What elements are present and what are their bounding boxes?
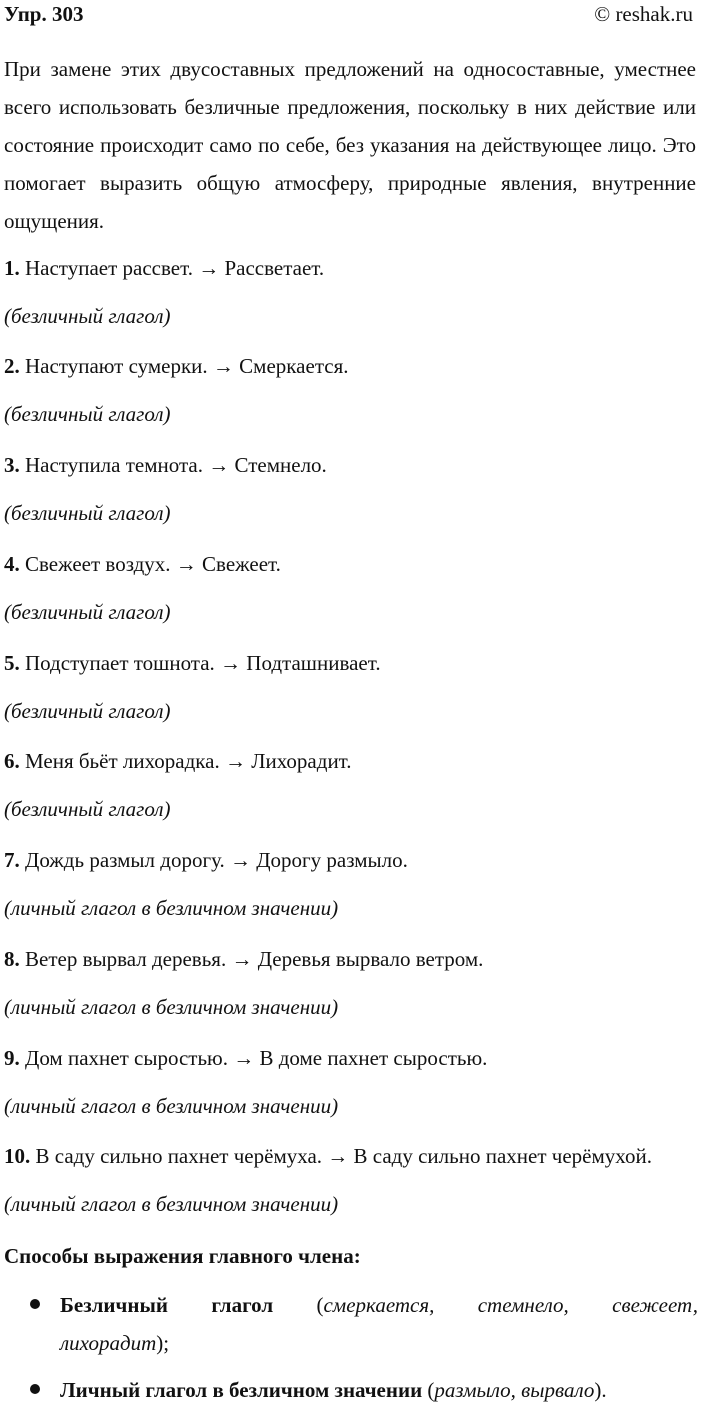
item-note: (безличный глагол) [4,402,171,426]
item-number: 8. [4,947,20,971]
paren: ). [594,1378,607,1402]
method-example: стемнело, [477,1293,569,1317]
methods-colon: : [353,1244,361,1268]
bullet-icon [30,1384,40,1394]
paren: ( [422,1378,435,1402]
item-note: (безличный глагол) [4,304,171,328]
item-number: 7. [4,848,20,872]
item-note: (личный глагол в безличном значении) [4,896,339,920]
item-text: Свежеет воздух. → Свежеет. [25,552,281,576]
bullet-icon [30,1299,40,1309]
methods-title: Способы выражения главного члена [4,1244,354,1268]
item-text: Меня бьёт лихорадка. → Лихорадит. [25,749,352,773]
method-item-1 [60,1286,698,1362]
list-item [4,749,352,774]
paren: ( [316,1293,324,1317]
item-note: (безличный глагол) [4,699,171,723]
item-text: Наступает рассвет. → Рассветает. [25,256,325,280]
list-item [4,256,324,281]
item-number: 2. [4,354,20,378]
list-item [4,848,408,873]
methods-heading [4,1244,361,1269]
list-item [4,947,483,972]
list-item [4,354,348,379]
method-example: свежеет, [612,1293,698,1317]
list-item [4,552,281,577]
item-text: Дождь размыл дорогу. → Дорогу размыло. [25,848,408,872]
list-item [4,1144,652,1169]
item-text: Наступают сумерки. → Смеркается. [25,354,349,378]
method-item-2 [60,1371,698,1409]
item-note: (личный глагол в безличном значении) [4,1094,339,1118]
item-note: (безличный глагол) [4,501,171,525]
header [4,2,693,28]
method-term: Безличный [60,1293,168,1317]
item-note: (безличный глагол) [4,600,171,624]
item-text: Подступает тошнота. → Подташнивает. [25,651,381,675]
item-number: 3. [4,453,20,477]
method-example: размыло, вырвало [434,1378,595,1402]
exercise-title: Упр. 303 [4,2,84,26]
item-note: (безличный глагол) [4,797,171,821]
item-note: (личный глагол в безличном значении) [4,995,339,1019]
item-number: 1. [4,256,20,280]
item-text: Ветер вырвал деревья. → Деревья вырвало ветром. [25,947,484,971]
method-term: глагол [211,1293,274,1317]
site-credit: © reshak.ru [594,2,693,26]
list-item [4,1046,487,1071]
item-text: В саду сильно пахнет черёмуха. → В саду сильно пахнет черёмухой. [35,1144,652,1168]
intro-paragraph: При замене этих двусоставных предложений на односоставные, уместнее всего использовать безличные предложения, поскольку в них действие или состояние происходит само по себе, без указания на действующее лицо. Это помогает выразить общую атмосферу, природные явления, внутренние ощущения. [4,57,696,233]
item-number: 4. [4,552,20,576]
item-number: 5. [4,651,20,675]
item-number: 9. [4,1046,20,1070]
paren: ); [156,1331,170,1355]
list-item [4,453,327,478]
method-term: Личный глагол в безличном значении [60,1378,423,1402]
item-text: Наступила темнота. → Стемнело. [25,453,327,477]
item-text: Дом пахнет сыростью. → В доме пахнет сыростью. [25,1046,488,1070]
item-number: 6. [4,749,20,773]
list-item [4,651,381,676]
method-example: лихорадит [60,1331,157,1355]
method-example: смеркается, [323,1293,435,1317]
item-number: 10. [4,1144,31,1168]
item-note: (личный глагол в безличном значении) [4,1192,339,1216]
